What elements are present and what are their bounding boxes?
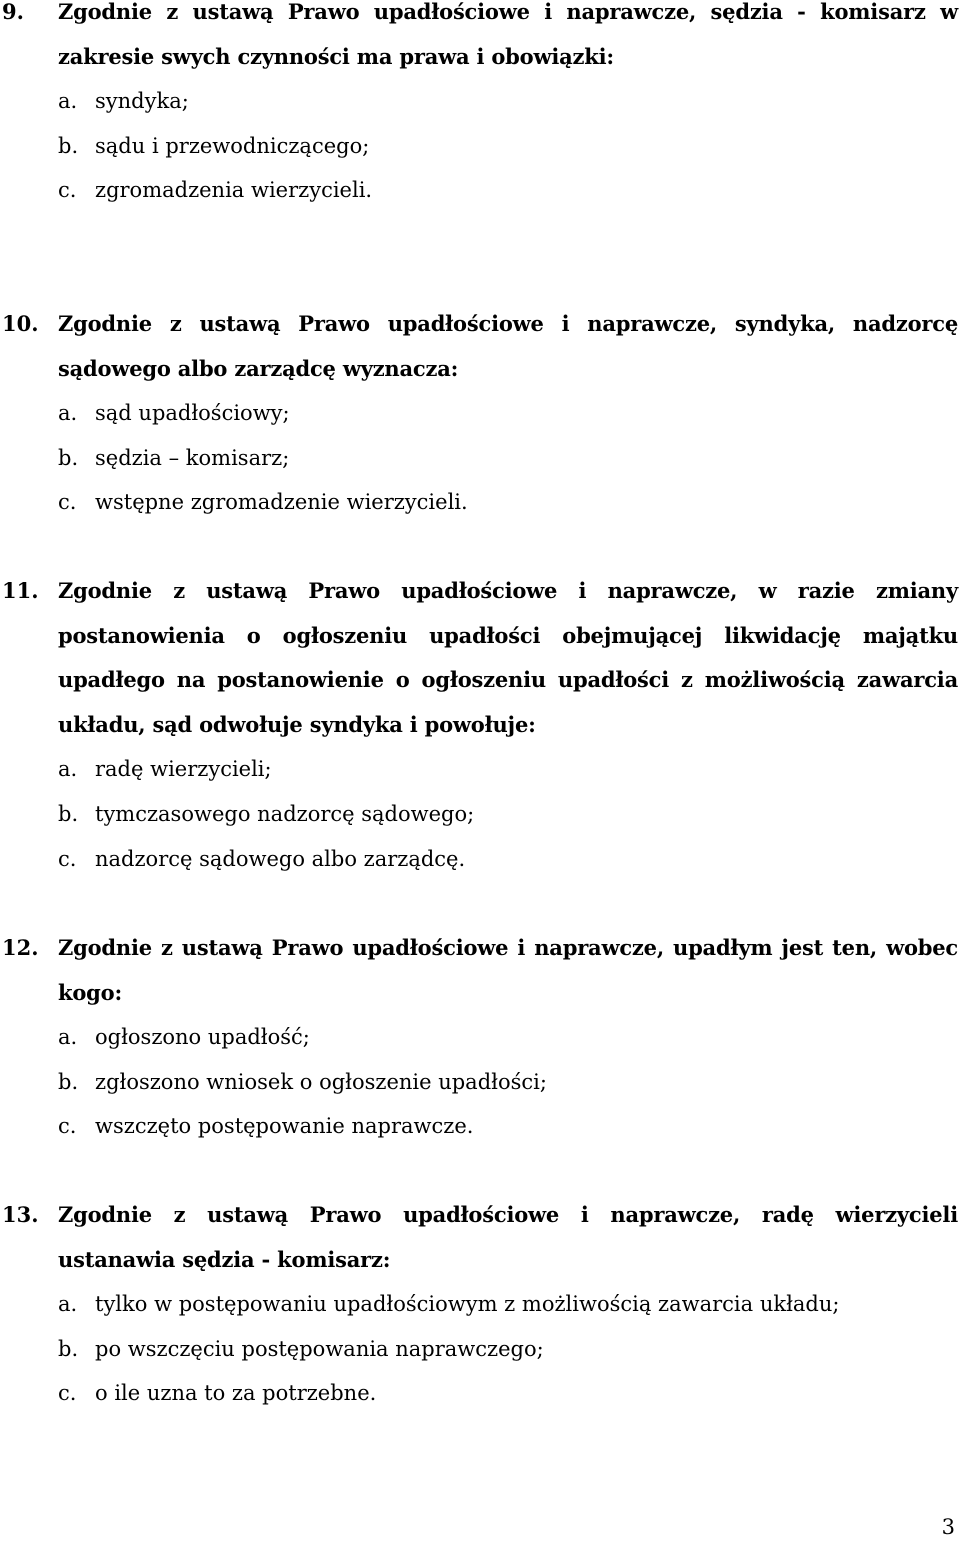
question-number: 9. bbox=[2, 0, 24, 24]
question-13 bbox=[0, 1193, 958, 1416]
question-stem: Zgodnie z ustawą Prawo upadłościowe i naprawcze, syndyka, nadzorcę sądowego albo zarządcę wyznacza: bbox=[58, 311, 958, 381]
option-letter: b. bbox=[58, 1336, 79, 1361]
question-stem: Zgodnie z ustawą Prawo upadłościowe i naprawcze, upadłym jest ten, wobec kogo: bbox=[58, 935, 958, 1005]
answer-option-c bbox=[58, 837, 958, 882]
answer-option-b bbox=[58, 1060, 958, 1105]
option-text: sędzia – komisarz; bbox=[95, 445, 290, 470]
question-number: 12. bbox=[2, 935, 39, 960]
option-letter: b. bbox=[58, 1069, 79, 1094]
option-text: ogłoszono upadłość; bbox=[95, 1025, 310, 1050]
answer-option-a bbox=[58, 79, 958, 124]
option-text: tylko w postępowaniu upadłościowym z możliwością zawarcia układu; bbox=[95, 1292, 840, 1317]
option-letter: b. bbox=[58, 445, 79, 470]
answer-option-b bbox=[58, 436, 958, 481]
answer-options bbox=[58, 79, 958, 213]
option-letter: c. bbox=[58, 1114, 77, 1139]
option-text: tymczasowego nadzorcę sądowego; bbox=[95, 801, 475, 826]
question-number: 13. bbox=[2, 1202, 39, 1227]
option-letter: c. bbox=[58, 178, 77, 203]
option-letter: b. bbox=[58, 801, 79, 826]
option-letter: c. bbox=[58, 490, 77, 515]
question-stem: Zgodnie z ustawą Prawo upadłościowe i naprawcze, radę wierzycieli ustanawia sędzia - komisarz: bbox=[58, 1202, 958, 1272]
option-text: sąd upadłościowy; bbox=[95, 401, 290, 426]
option-text: nadzorcę sądowego albo zarządcę. bbox=[95, 846, 466, 871]
answer-option-a bbox=[58, 747, 958, 792]
question-9 bbox=[0, 0, 958, 213]
question-10 bbox=[0, 302, 958, 525]
option-text: zgłoszono wniosek o ogłoszenie upadłości; bbox=[95, 1069, 547, 1094]
answer-option-b bbox=[58, 792, 958, 837]
answer-option-a bbox=[58, 1282, 958, 1327]
question-stem: Zgodnie z ustawą Prawo upadłościowe i naprawcze, w razie zmiany postanowienia o ogłoszeniu upadłości obejmującej likwidację majątku upadłego na postanowienie o ogłoszeniu upadłości z możliwością zawarcia układu, sąd odwołuje syndyka i powołuje: bbox=[58, 578, 958, 737]
option-letter: c. bbox=[58, 846, 77, 871]
page-number: 3 bbox=[941, 1515, 955, 1539]
option-letter: a. bbox=[58, 1025, 78, 1050]
option-text: wstępne zgromadzenie wierzycieli. bbox=[95, 490, 468, 515]
option-letter: a. bbox=[58, 89, 78, 114]
answer-option-b bbox=[58, 1327, 958, 1372]
answer-option-c bbox=[58, 480, 958, 525]
question-stem: Zgodnie z ustawą Prawo upadłościowe i naprawcze, sędzia - komisarz w zakresie swych czynności ma prawa i obowiązki: bbox=[58, 0, 958, 69]
question-number: 10. bbox=[2, 311, 39, 336]
answer-option-a bbox=[58, 391, 958, 436]
question-11 bbox=[0, 569, 958, 881]
answer-option-a bbox=[58, 1015, 958, 1060]
option-letter: a. bbox=[58, 757, 78, 782]
answer-option-c bbox=[58, 1104, 958, 1149]
option-text: radę wierzycieli; bbox=[95, 757, 272, 782]
option-letter: c. bbox=[58, 1381, 77, 1406]
answer-option-c bbox=[58, 168, 958, 213]
answer-options bbox=[58, 1282, 958, 1416]
answer-option-b bbox=[58, 124, 958, 169]
option-letter: b. bbox=[58, 133, 79, 158]
option-letter: a. bbox=[58, 401, 78, 426]
answer-options bbox=[58, 747, 958, 881]
question-12 bbox=[0, 926, 958, 1149]
option-text: po wszczęciu postępowania naprawczego; bbox=[95, 1336, 544, 1361]
option-text: wszczęto postępowanie naprawcze. bbox=[95, 1114, 474, 1139]
option-letter: a. bbox=[58, 1292, 78, 1317]
question-number: 11. bbox=[2, 578, 39, 603]
answer-options bbox=[58, 1015, 958, 1149]
option-text: syndyka; bbox=[95, 89, 189, 114]
answer-option-c bbox=[58, 1371, 958, 1416]
option-text: zgromadzenia wierzycieli. bbox=[95, 178, 373, 203]
answer-options bbox=[58, 391, 958, 525]
option-text: sądu i przewodniczącego; bbox=[95, 133, 370, 158]
option-text: o ile uzna to za potrzebne. bbox=[95, 1381, 377, 1406]
